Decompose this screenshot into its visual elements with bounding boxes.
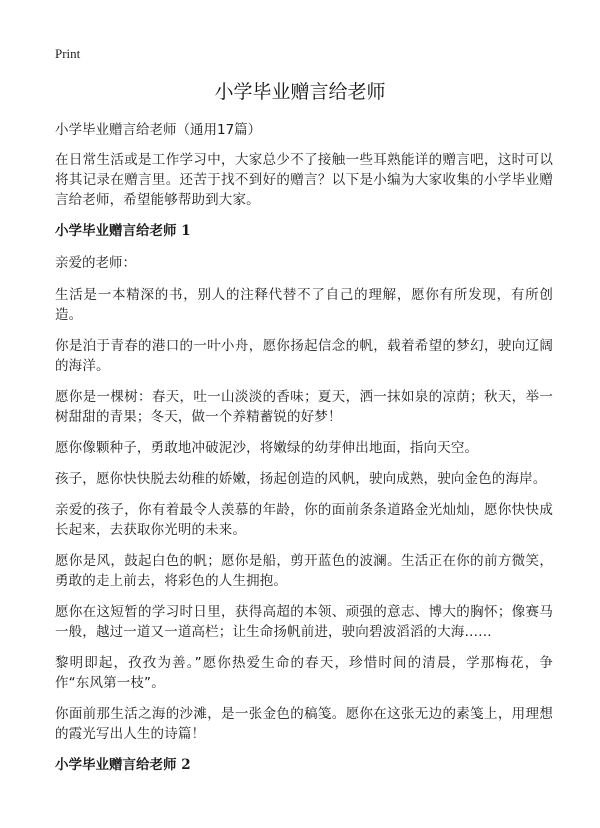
paragraph: 生活是一本精深的书，别人的注释代替不了自己的理解，愿你有所发现，有所创造。 (55, 287, 553, 323)
paragraph: 黎明即起，孜孜为善。”愿你热爱生命的春天，珍惜时间的清晨，学那梅花，争作“东风第一枝”。 (55, 655, 553, 691)
paragraph: 你是泊于青春的港口的一叶小舟，愿你扬起信念的帆，载着希望的梦幻，驶向辽阔的海洋。 (55, 338, 553, 374)
greeting: 亲爱的老师： (55, 255, 136, 271)
paragraph: 孩子，愿你快快脱去幼稚的娇嫩，扬起创造的风帆，驶向成熟，驶向金色的海岸。 (55, 471, 547, 487)
paragraph: 愿你在这短暂的学习时日里，获得高超的本领、顽强的意志、博大的胸怀；像赛马一般，越过一道又一道高栏；让生命扬帆前进，驶向碧波滔滔的大海…… (55, 604, 553, 640)
paragraph: 愿你是风，鼓起白色的帆；愿你是船，剪开蓝色的波澜。生活正在你的前方微笑，勇敢的走上前去，将彩色的人生拥抱。 (55, 553, 553, 589)
page-title: 小学毕业赠言给老师 (214, 81, 386, 103)
section-heading: 小学毕业赠言给老师 2 (55, 757, 191, 773)
article-subtitle: 小学毕业赠言给老师（通用17篇） (55, 122, 262, 138)
paragraph: 愿你是一棵树：春天，吐一山淡淡的香味；夏天，洒一抹如泉的凉荫；秋天，举一树甜甜的青果；冬天，做一个养精蓄锐的好梦！ (55, 389, 553, 425)
print-link[interactable]: Print (55, 46, 81, 61)
article-body (55, 120, 553, 787)
paragraph: 亲爱的孩子，你有着最令人羡慕的年龄，你的面前条条道路金光灿灿，愿你快快成长起来，去获取你光明的未来。 (55, 502, 553, 538)
paragraph: 你面前那生活之海的沙滩，是一张金色的稿笺。愿你在这张无边的素笺上，用理想的霞光写出人生的诗篇！ (55, 706, 553, 742)
intro-paragraph: 在日常生活或是工作学习中，大家总少不了接触一些耳熟能详的赠言吧，这时可以将其记录在赠言里。还苦于找不到好的赠言？以下是小编为大家收集的小学毕业赠言给老师，希望能够帮助到大家。 (55, 152, 553, 208)
paragraph: 愿你像颗种子，勇敢地冲破泥沙，将嫩绿的幼芽伸出地面，指向天空。 (55, 440, 479, 456)
section-heading: 小学毕业赠言给老师 1 (55, 223, 191, 239)
